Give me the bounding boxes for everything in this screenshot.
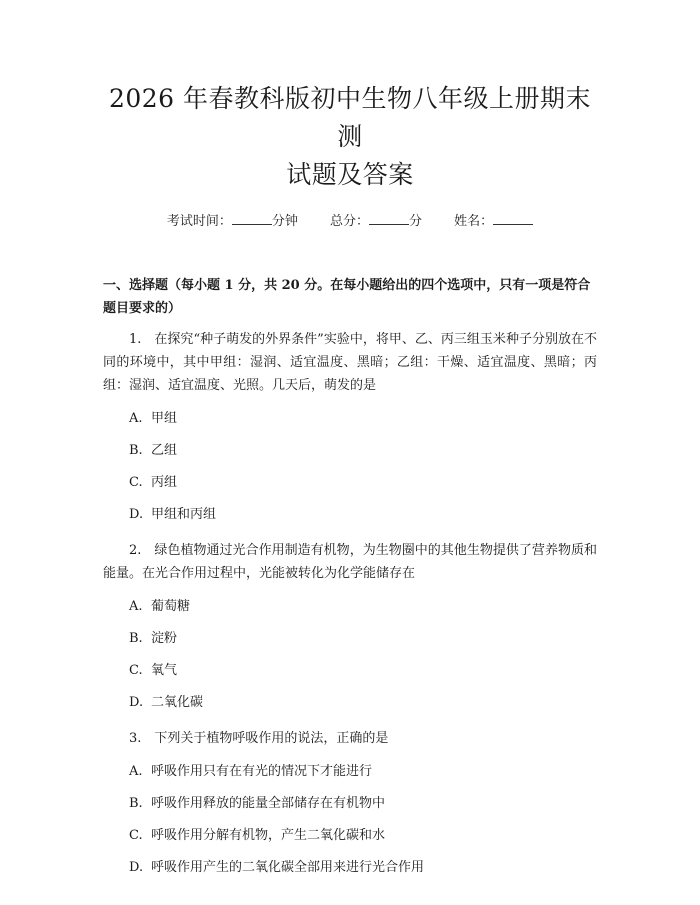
question-2-option-c bbox=[103, 661, 597, 681]
question-2-option-a bbox=[103, 597, 597, 617]
question-3-option-c bbox=[103, 826, 597, 846]
option-label: D. bbox=[129, 507, 144, 522]
option-text: 葡萄糖 bbox=[151, 599, 191, 614]
option-text: 二氧化碳 bbox=[151, 695, 204, 710]
question-1-option-a bbox=[103, 409, 597, 429]
question-3: 3. 下列关于植物呼吸作用的说法，正确的是 bbox=[129, 731, 389, 746]
option-label: C. bbox=[129, 828, 143, 843]
document-title bbox=[103, 80, 597, 194]
option-label: C. bbox=[129, 475, 143, 490]
option-text: 呼吸作用释放的能量全部储存在有机物中 bbox=[151, 796, 386, 811]
option-text: 呼吸作用只有在有光的情况下才能进行 bbox=[151, 764, 373, 779]
question-1: 1. 在探究“种子萌发的外界条件”实验中，将甲、乙、丙三组玉米种子分别放在不同的环境中，其中甲组：湿润、适宜温度、黑暗；乙组：干燥、适宜温度、黑暗；丙组：湿润、适宜温度、光照。几天后，萌发的是 bbox=[103, 332, 597, 393]
option-label: B. bbox=[129, 443, 143, 458]
option-text: 呼吸作用产生的二氧化碳全部用来进行光合作用 bbox=[151, 860, 425, 875]
score-blank bbox=[369, 212, 409, 225]
name-label: 姓名： bbox=[454, 214, 494, 229]
question-1-option-c bbox=[103, 473, 597, 493]
question-1-option-d bbox=[103, 505, 597, 525]
option-label: B. bbox=[129, 796, 143, 811]
time-label: 考试时间： bbox=[166, 214, 232, 229]
score-label: 总分： bbox=[329, 214, 369, 229]
name-blank bbox=[493, 212, 533, 225]
time-unit: 分钟 bbox=[271, 214, 298, 229]
title-line-2: 试题及答案 bbox=[286, 160, 414, 189]
question-2: 2. 绿色植物通过光合作用制造有机物，为生物圈中的其他生物提供了营养物质和能量。在光合作用过程中，光能被转化为化学能储存在 bbox=[103, 543, 597, 581]
score-field bbox=[330, 214, 426, 229]
option-label: C. bbox=[129, 663, 143, 678]
question-1-option-b bbox=[103, 441, 597, 461]
title-line-1: 2026 年春教科版初中生物八年级上册期末测 bbox=[108, 84, 592, 151]
option-text: 甲组 bbox=[151, 411, 178, 426]
section-heading: 一、选择题（每小题 1 分，共 20 分。在每小题给出的四个选项中，只有一项是符合题目要求的） bbox=[103, 278, 591, 316]
time-field bbox=[167, 214, 302, 229]
option-text: 氧气 bbox=[151, 663, 178, 678]
time-blank bbox=[232, 212, 272, 225]
question-2-option-d bbox=[103, 693, 597, 713]
score-unit: 分 bbox=[409, 214, 423, 229]
option-label: A. bbox=[129, 411, 143, 426]
option-text: 丙组 bbox=[151, 475, 178, 490]
question-2-option-b bbox=[103, 629, 597, 649]
option-label: A. bbox=[129, 764, 143, 779]
option-text: 呼吸作用分解有机物，产生二氧化碳和水 bbox=[151, 828, 386, 843]
name-field bbox=[454, 214, 533, 229]
option-text: 乙组 bbox=[151, 443, 178, 458]
option-text: 甲组和丙组 bbox=[151, 507, 217, 522]
option-text: 淀粉 bbox=[151, 631, 178, 646]
option-label: D. bbox=[129, 860, 144, 875]
option-label: B. bbox=[129, 631, 143, 646]
question-3-option-d bbox=[103, 858, 597, 878]
question-3-option-b bbox=[103, 794, 597, 814]
question-3-option-a bbox=[103, 762, 597, 782]
exam-meta bbox=[103, 212, 597, 232]
option-label: D. bbox=[129, 695, 144, 710]
option-label: A. bbox=[129, 599, 143, 614]
